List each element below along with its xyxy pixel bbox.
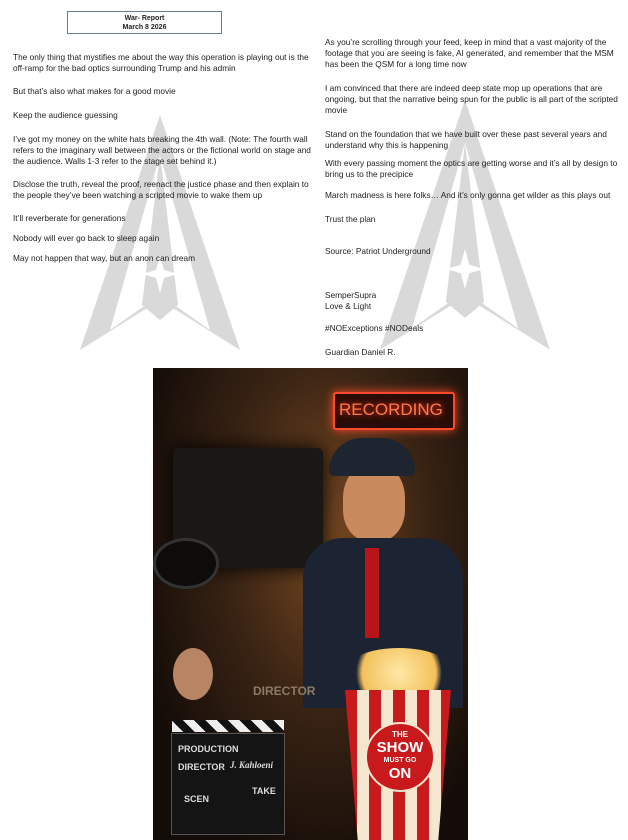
paragraph: As you’re scrolling through your feed, keep in mind that a vast majority of the footage that you are seeing is fake, AI generated, and remember that the MSM has been the QSM for a long time now — [325, 37, 614, 69]
badge-text: SHOW — [376, 739, 424, 756]
paragraph: Trust the plan — [325, 214, 376, 224]
paragraph: March madness is here folks… And it’s only gonna get wilder as this plays out — [325, 190, 611, 200]
paragraph: I’ve got my money on the white hats breaking the 4th wall. (Note: The fourth wall refers to the imaginary wall between the actors or the fictional world on stage and the audience. Walls 1-3 refer to the stage set behind it.) — [13, 134, 311, 166]
hashtags: #NOExceptions #NODeals — [325, 323, 424, 333]
report-date: March 8 2026 — [122, 24, 167, 31]
clapper-text: PRODUCTION — [178, 744, 239, 754]
paragraph: It’ll reverberate for generations — [13, 213, 126, 223]
source-line: Source: Patriot Underground — [325, 246, 431, 256]
chair-label: DIRECTOR — [253, 684, 316, 698]
report-title: War- Report — [124, 15, 165, 22]
bald-figure — [173, 648, 213, 700]
paragraph: The only thing that mystifies me about the way this operation is playing out is the off-ramp for the bad optics surrounding Trump and his admin — [13, 52, 309, 73]
paragraph: With every passing moment the optics are getting worse and it’s all by design to bring us to the precipice — [325, 158, 618, 179]
badge-text: THE — [392, 730, 408, 739]
paragraph: Stand on the foundation that we have built over these past several years and understand why this is happening — [325, 129, 607, 150]
paragraph: But that’s also what makes for a good movie — [13, 86, 176, 96]
signoff: Love & Light — [325, 301, 372, 311]
popcorn-badge — [365, 722, 435, 792]
tie — [365, 548, 379, 638]
paragraph: May not happen that way, but an anon can dream — [13, 253, 196, 263]
cap — [329, 438, 415, 476]
signoff: SemperSupra — [325, 290, 377, 300]
clapperboard — [171, 733, 285, 835]
neon-sign-text: RECORDING — [339, 400, 443, 419]
clapper-text: DIRECTOR — [178, 762, 225, 772]
clapper-text: TAKE — [252, 786, 276, 796]
camera-lens — [153, 538, 219, 589]
illustration-image — [153, 368, 468, 840]
paragraph: Disclose the truth, reveal the proof, reenact the justice phase and then explain to the people they’ve been watching a scripted movie to wake them up — [13, 179, 309, 200]
paragraph: I am convinced that there are indeed deep state mop up operations that are ongoing, but that the narrative being spun for the public is all part of the scripted movie — [325, 83, 618, 115]
badge-text: ON — [388, 765, 412, 782]
clapper-stripes — [172, 720, 284, 732]
paragraph: Keep the audience guessing — [13, 110, 118, 120]
badge-text: MUST GO — [383, 757, 417, 764]
author: Guardian Daniel R. — [325, 347, 396, 357]
clapper-text: J. Kahloeni — [230, 760, 274, 770]
clapper-text: SCEN — [184, 794, 210, 804]
report-title-box — [67, 11, 222, 34]
paragraph: Nobody will ever go back to sleep again — [13, 233, 160, 243]
